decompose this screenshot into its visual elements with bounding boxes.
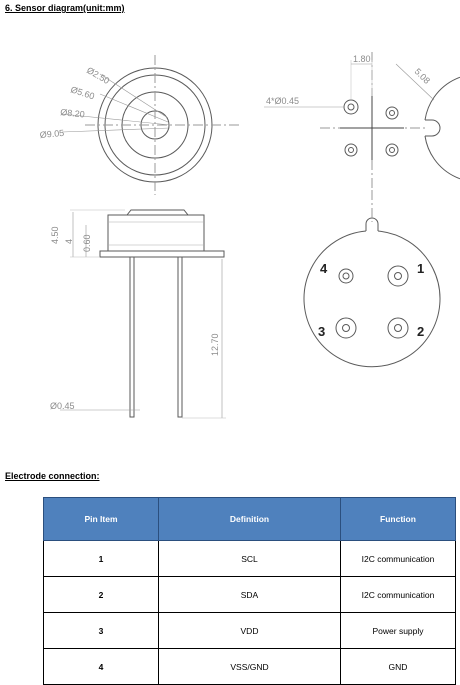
lead-length-label: 12.70: [210, 333, 220, 356]
table-row: [44, 541, 456, 577]
pin-hole: [388, 266, 408, 286]
pinout-table: [43, 497, 456, 685]
table-row: [44, 649, 456, 685]
height-label: 4.50: [50, 226, 60, 244]
diameter-label: Ø9.05: [39, 127, 65, 140]
header-definition: Definition: [159, 498, 341, 541]
pin-number: 3: [44, 613, 159, 649]
height-label: 0.60: [82, 234, 92, 252]
pin-function: GND: [341, 649, 456, 685]
pinout-view: [304, 190, 440, 367]
pin-number: 2: [44, 577, 159, 613]
pin-number: 1: [44, 541, 159, 577]
pin-hole: [336, 318, 356, 338]
diameter-label: Ø8.20: [59, 107, 86, 120]
pin-function: I2C communication: [341, 577, 456, 613]
pin-label-1: 1: [417, 261, 425, 276]
pin-function: Power supply: [341, 613, 456, 649]
pin-hole-label: 4*Ø0.45: [266, 96, 300, 106]
pin-hole: [388, 318, 408, 338]
top-view: [59, 55, 240, 195]
pin-definition: VDD: [159, 613, 341, 649]
pin-definition: VSS/GND: [159, 649, 341, 685]
bottom-view-outline: [264, 52, 460, 198]
table-row: [44, 613, 456, 649]
header-pin-item: Pin Item: [44, 498, 159, 541]
diameter-label: Ø2.50: [85, 65, 112, 86]
pin-circle-label: 5.08: [412, 66, 433, 86]
diameter-label: Ø5.60: [69, 84, 96, 102]
pin-label-2: 2: [417, 324, 425, 339]
electrode-heading: Electrode connection:: [5, 471, 100, 481]
pin-number: 4: [44, 649, 159, 685]
pin-definition: SCL: [159, 541, 341, 577]
header-function: Function: [341, 498, 456, 541]
pin-hole: [339, 269, 353, 283]
pin-definition: SDA: [159, 577, 341, 613]
lead-diameter-label: Ø0.45: [50, 401, 75, 411]
pin-function: I2C communication: [341, 541, 456, 577]
table-row: [44, 577, 456, 613]
pin-label-3: 3: [318, 324, 326, 339]
pin-spacing-label: 1.80: [353, 54, 371, 64]
table-header-row: [44, 498, 456, 541]
section-heading: 6. Sensor diagram(unit:mm): [5, 3, 125, 13]
height-label: 4: [64, 238, 74, 244]
pin-label-4: 4: [320, 261, 328, 276]
